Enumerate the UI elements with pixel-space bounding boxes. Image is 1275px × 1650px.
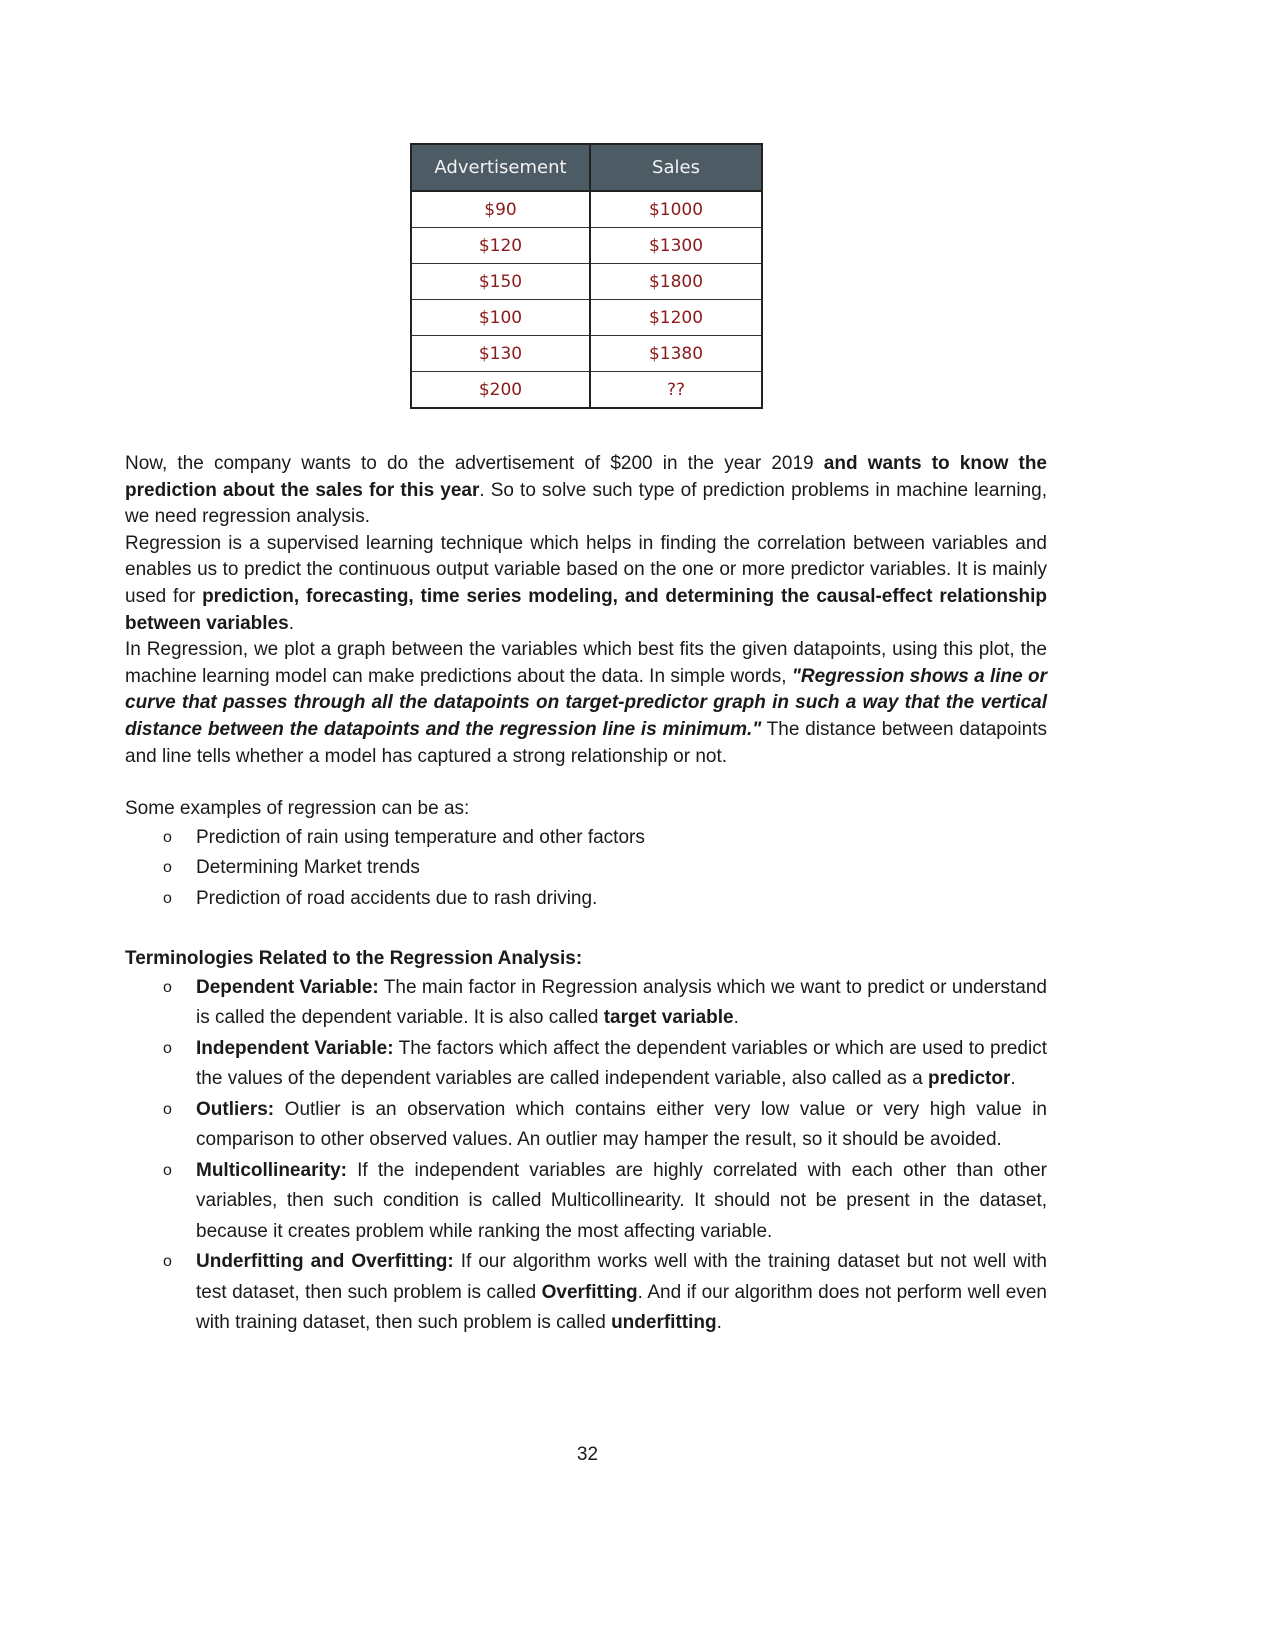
list-item <box>125 973 1047 1034</box>
list-item <box>125 1156 1047 1248</box>
text: Outlier is an observation which contains either very low value or very high value in comparison to other observed values. An outlier may hamper the result, so it should be avoided. <box>196 1098 1047 1151</box>
list-item <box>125 1247 1047 1339</box>
cell-sales: $1200 <box>590 300 762 336</box>
circle-bullet-icon: o <box>163 1039 172 1057</box>
circle-bullet-icon: o <box>163 1100 172 1118</box>
text: The main factor in Regression analysis which we want to predict or understand is called the dependent variable. It is also called <box>196 976 1047 1029</box>
table-row <box>411 372 762 409</box>
paragraph-company-prediction <box>125 451 1047 531</box>
example-text: Prediction of road accidents due to rash driving. <box>196 887 598 909</box>
text: Now, the company wants to do the advertisement of $200 in the year 2019 <box>125 453 824 474</box>
circle-bullet-icon: o <box>163 889 172 907</box>
cell-advertisement: $120 <box>411 228 590 264</box>
table-header-row <box>411 144 762 191</box>
list-item <box>125 1095 1047 1156</box>
bold-text: target variable <box>603 1007 734 1029</box>
list-item <box>125 823 1047 854</box>
circle-bullet-icon: o <box>163 859 172 877</box>
cell-sales: $1000 <box>590 191 762 228</box>
text: . And if our algorithm does not perform well even with training dataset, then such problem is called <box>196 1281 1047 1334</box>
examples-list <box>125 823 1047 915</box>
text: The factors which affect the dependent variables or which are used to predict the values of the dependent variables are called independent variable, also called as a <box>196 1037 1047 1090</box>
paragraph-regression-plot <box>125 637 1047 770</box>
list-item <box>125 1034 1047 1095</box>
cell-sales: ?? <box>666 379 686 400</box>
advertisement-sales-table <box>410 143 763 409</box>
header-sales: Sales <box>590 144 762 191</box>
main-text <box>125 451 1047 1339</box>
bold-text: and wants to know the prediction about the sales for this year <box>125 453 1048 501</box>
term: Independent Variable: <box>196 1037 394 1059</box>
text: . So to solve such type of prediction problems in machine learning, we need regression analysis. <box>125 479 1047 528</box>
text: . <box>288 612 294 634</box>
text: In Regression, we plot a graph between the variables which best fits the given datapoints, using this plot, the machine learning model can make predictions about the data. In simple words, <box>125 639 1047 687</box>
bold-italic-quote: "Regression shows a line or curve that passes through all the datapoints on target-predictor graph in such a way that the vertical distance between the datapoints and the regression line is minimum." <box>125 665 1048 740</box>
circle-bullet-icon: o <box>163 1253 172 1271</box>
terminologies-heading: Terminologies Related to the Regression Analysis: <box>125 948 583 970</box>
text: Regression is a supervised learning technique which helps in finding the correlation between variables and enables us to predict the continuous output variable based on the one or more predictor variables. It is mainly used for <box>125 532 1047 607</box>
term: Dependent Variable: <box>196 976 379 998</box>
terminologies-list <box>125 973 1047 1339</box>
bold-text: underfitting <box>611 1312 717 1334</box>
bold-text: predictor <box>928 1068 1011 1090</box>
table-row <box>411 191 762 228</box>
circle-bullet-icon: o <box>163 828 172 846</box>
term: Underfitting and Overfitting: <box>196 1251 454 1273</box>
text: . <box>716 1312 722 1334</box>
circle-bullet-icon: o <box>163 1161 172 1179</box>
term: Multicollinearity: <box>196 1159 347 1181</box>
page-number: 32 <box>576 1444 599 1465</box>
cell-advertisement: $150 <box>411 264 590 300</box>
table-row <box>411 228 762 264</box>
paragraph-regression-definition <box>125 531 1047 637</box>
list-item <box>125 853 1047 884</box>
cell-sales: $1380 <box>590 336 762 372</box>
term: Outliers: <box>196 1098 275 1120</box>
table-row <box>411 264 762 300</box>
cell-advertisement: $90 <box>411 191 590 228</box>
example-text: Prediction of rain using temperature and other factors <box>196 826 645 848</box>
examples-intro: Some examples of regression can be as: <box>125 798 470 820</box>
text: The distance between datapoints and line tells whether a model has captured a strong relationship or not. <box>125 718 1047 767</box>
bold-text: Overfitting <box>541 1281 638 1303</box>
cell-advertisement: $130 <box>411 336 590 372</box>
cell-advertisement: $100 <box>411 300 590 336</box>
text: If the independent variables are highly correlated with each other than other variables, then such condition is called Multicollinearity. It should not be present in the dataset, because it creates problem while ranking the most affecting variable. <box>196 1159 1047 1242</box>
circle-bullet-icon: o <box>163 978 172 996</box>
text: If our algorithm works well with the training dataset but not well with test dataset, then such problem is called <box>196 1251 1047 1303</box>
table-row <box>411 336 762 372</box>
cell-sales: $1300 <box>590 228 762 264</box>
cell-sales: $1800 <box>590 264 762 300</box>
header-advertisement: Advertisement <box>411 144 590 191</box>
list-item <box>125 884 1047 915</box>
cell-advertisement: $200 <box>411 372 590 409</box>
text: . <box>1010 1068 1016 1090</box>
table-row <box>411 300 762 336</box>
example-text: Determining Market trends <box>196 857 420 879</box>
bold-text: prediction, forecasting, time series modeling, and determining the causal-effect relationship between variables <box>125 585 1047 634</box>
text: . <box>733 1007 739 1029</box>
